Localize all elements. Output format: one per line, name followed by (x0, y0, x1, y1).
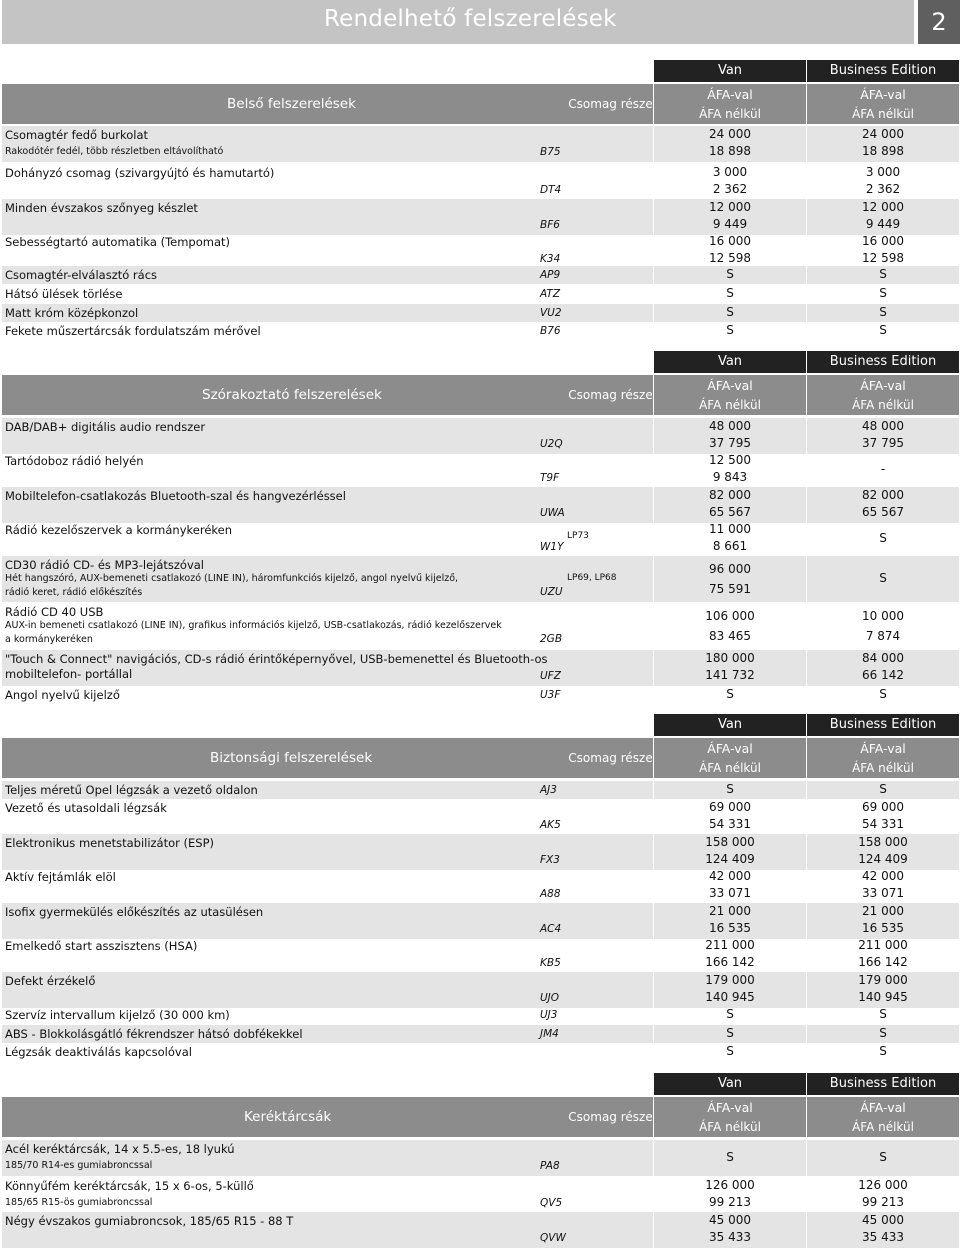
option-code: UFZ (540, 670, 561, 682)
item-description: 185/70 R14-es gumiabroncssal (5, 1160, 153, 1171)
price-v2: - (880, 462, 886, 476)
option-code: JM4 (540, 1028, 559, 1040)
option-code: AC4 (540, 923, 562, 935)
item-name: Teljes méretű Opel légzsák a vezető oldalon (5, 783, 258, 797)
price-v1: S (726, 1007, 734, 1021)
item-name: Rádió kezelőszervek a kormánykeréken (5, 523, 233, 537)
price-v1-net: 99 213 (709, 1195, 751, 1209)
section-title: Szórakoztató felszerelések (202, 387, 382, 403)
price-v2-net: 7 874 (865, 629, 901, 643)
price-v1-net: 33 071 (709, 886, 751, 900)
table-row (2, 799, 959, 835)
header-afa-val: ÁFA-val (860, 1100, 906, 1115)
price-v1-net: 65 567 (709, 505, 751, 519)
price-v1-gross: 126 000 (705, 1178, 755, 1192)
price-v1-gross: 211 000 (705, 938, 755, 952)
section-title: Keréktárcsák (244, 1109, 332, 1125)
option-code: B75 (540, 146, 561, 158)
price-v2: S (879, 531, 887, 545)
price-v2-gross: 16 000 (862, 234, 904, 248)
option-code: AK5 (540, 819, 561, 831)
option-code: UJ3 (540, 1009, 558, 1021)
table-row (2, 1177, 959, 1213)
item-name: Matt króm középkonzol (5, 306, 139, 320)
item-description: AUX-in bemeneti csatlakozó (LINE IN), grafikus információs kijelző, USB-csatlakozás, rádió kezelőszervek (5, 620, 502, 631)
item-name: Defekt érzékelő (5, 974, 96, 988)
section-header-band (2, 84, 959, 124)
price-v2-gross: 158 000 (858, 835, 908, 849)
table-row (2, 1006, 959, 1024)
price-v1: S (726, 267, 734, 281)
option-code: 2GB (540, 633, 563, 645)
table-row (2, 199, 959, 235)
table-row (2, 937, 959, 973)
table-row (2, 868, 959, 904)
price-v1-net: 9 449 (712, 217, 748, 231)
header-afa-nelkul: ÁFA nélkül (699, 107, 761, 121)
section-header-band (2, 375, 959, 415)
table-row (2, 686, 959, 704)
header-afa-nelkul: ÁFA nélkül (852, 107, 914, 121)
item-description: Hét hangszóró, AUX-bemeneti csatlakozó (LINE IN), háromfunkciós kijelző, angol nyelvű kijelző, (5, 573, 459, 584)
column-header-business-edition: Business Edition (807, 60, 959, 82)
price-v2-gross: 69 000 (862, 800, 904, 814)
table-row (2, 487, 959, 523)
price-v1-gross: 48 000 (709, 419, 751, 433)
item-name: Aktív fejtámlák elöl (5, 870, 116, 884)
price-v2-gross: 82 000 (862, 488, 904, 502)
price-v2: S (879, 687, 887, 701)
option-code: AJ3 (540, 784, 557, 796)
price-v2-gross: 21 000 (862, 904, 904, 918)
table-row (2, 1043, 959, 1061)
page-header (0, 0, 960, 46)
item-name: CD30 rádió CD- és MP3-lejátszóval (5, 558, 205, 572)
table-row (2, 1212, 959, 1248)
column-header-business-edition: Business Edition (807, 1073, 959, 1095)
item-name: Tartódoboz rádió helyén (5, 454, 144, 468)
option-code: A88 (540, 888, 561, 900)
item-description: 185/65 R15-ös gumiabroncssal (5, 1197, 153, 1208)
table-row (2, 972, 959, 1008)
price-v1-gross: 106 000 (705, 609, 755, 623)
price-v2: S (879, 267, 887, 281)
table-row (2, 126, 959, 162)
option-code: U2Q (540, 438, 563, 450)
column-header-van: Van (654, 60, 806, 82)
price-v2-gross: 45 000 (862, 1213, 904, 1227)
column-header-van: Van (654, 714, 806, 736)
table-row (2, 1140, 959, 1176)
price-v2-net: 66 142 (862, 668, 904, 682)
header-afa-val: ÁFA-val (707, 1100, 753, 1115)
header-afa-val: ÁFA-val (707, 87, 753, 102)
price-v2-gross: 211 000 (858, 938, 908, 952)
price-v1-net: 16 535 (709, 921, 751, 935)
option-code: K34 (540, 253, 561, 265)
option-code: UZU (540, 586, 563, 598)
option-code: KB5 (540, 957, 561, 969)
item-name: Légzsák deaktiválás kapcsolóval (5, 1045, 192, 1059)
price-v2: S (879, 1007, 887, 1021)
item-name: Elektronikus menetstabilizátor (ESP) (5, 836, 215, 850)
table-row (2, 452, 959, 488)
price-v2-gross: 84 000 (862, 651, 904, 665)
option-code: ATZ (540, 288, 561, 300)
table-row (2, 603, 959, 649)
price-v2-gross: 10 000 (862, 609, 904, 623)
price-v1-gross: 69 000 (709, 800, 751, 814)
price-v1: S (726, 782, 734, 796)
table-row (2, 304, 959, 322)
price-v2-net: 65 567 (862, 505, 904, 519)
option-code: QV5 (540, 1197, 563, 1209)
table-row (2, 521, 959, 557)
price-v1-gross: 180 000 (705, 651, 755, 665)
item-name: Minden évszakos szőnyeg készlet (5, 201, 198, 215)
item-name-cont: mobiltelefon- portállal (5, 667, 133, 681)
price-v2-net: 166 142 (858, 955, 908, 969)
option-code: UJO (540, 992, 560, 1004)
price-v1-gross: 82 000 (709, 488, 751, 502)
price-v2-net: 124 409 (858, 852, 908, 866)
table-row (2, 418, 959, 454)
price-v2: S (879, 305, 887, 319)
price-v1-net: 124 409 (705, 852, 755, 866)
price-v1: S (726, 687, 734, 701)
header-afa-val: ÁFA-val (860, 87, 906, 102)
item-name: Könnyűfém keréktárcsák, 15 x 6-os, 5-küllő (5, 1179, 254, 1193)
column-header-csomag: Csomag része (568, 97, 653, 111)
item-name: Sebességtartó automatika (Tempomat) (5, 235, 231, 249)
price-v1-gross: 21 000 (709, 904, 751, 918)
table-row (2, 322, 959, 340)
price-v1-gross: 45 000 (709, 1213, 751, 1227)
item-description-cont: rádió keret, rádió előkészítés (5, 587, 143, 598)
price-v1: S (726, 305, 734, 319)
table-row (2, 834, 959, 870)
header-afa-nelkul: ÁFA nélkül (699, 1120, 761, 1134)
table-row (2, 903, 959, 939)
price-v2: S (879, 782, 887, 796)
price-v2: S (879, 1150, 887, 1164)
header-afa-val: ÁFA-val (707, 741, 753, 756)
price-v2-gross: 42 000 (862, 869, 904, 883)
price-v1: S (726, 1044, 734, 1058)
price-v2-net: 37 795 (862, 436, 904, 450)
price-v2-net: 140 945 (858, 990, 908, 1004)
section-header-band (2, 738, 959, 778)
price-v1: S (726, 1150, 734, 1164)
column-header-business-edition: Business Edition (807, 714, 959, 736)
header-afa-val: ÁFA-val (707, 378, 753, 393)
price-v2-gross: 179 000 (858, 973, 908, 987)
header-afa-val: ÁFA-val (860, 741, 906, 756)
price-v1-gross: 16 000 (709, 234, 751, 248)
section-title: Belső felszerelések (227, 96, 356, 112)
page-title: Rendelhető felszerelések (324, 6, 617, 32)
column-header-csomag: Csomag része (568, 751, 653, 765)
header-afa-nelkul: ÁFA nélkül (699, 761, 761, 775)
price-v1-gross: 158 000 (705, 835, 755, 849)
price-v1-net: 9 843 (712, 470, 748, 484)
item-name: Szervíz intervallum kijelző (30 000 km) (5, 1008, 230, 1022)
header-afa-nelkul: ÁFA nélkül (699, 398, 761, 412)
table-row (2, 285, 959, 303)
item-name: Dohányzó csomag (szivargyújtó és hamutartó) (5, 166, 275, 180)
table-row (2, 233, 959, 269)
table-row (2, 1025, 959, 1043)
item-name: DAB/DAB+ digitális audio rendszer (5, 420, 206, 434)
item-name: Angol nyelvű kijelző (5, 688, 120, 702)
option-code: AP9 (540, 269, 561, 281)
price-v1-net: 18 898 (709, 144, 751, 158)
price-v1-net: 12 598 (709, 251, 751, 265)
price-v1-gross: 12 500 (709, 453, 751, 467)
price-v2-net: 2 362 (865, 182, 901, 196)
item-name: Fekete műszertárcsák fordulatszám mérővel (5, 324, 261, 338)
price-v1-gross: 12 000 (709, 200, 751, 214)
table-row (2, 266, 959, 284)
price-v1-net: 141 732 (705, 668, 755, 682)
price-v1: S (726, 286, 734, 300)
item-name: Emelkedő start asszisztens (HSA) (5, 939, 198, 953)
option-code: VU2 (540, 307, 562, 319)
header-afa-nelkul: ÁFA nélkül (852, 398, 914, 412)
price-v2: S (879, 571, 887, 585)
item-name: Isofix gyermekülés előkészítés az utasülésen (5, 905, 264, 919)
package-code: LP69, LP68 (567, 573, 617, 583)
table-row (2, 556, 959, 602)
column-header-van: Van (654, 1073, 806, 1095)
price-v1-gross: 96 000 (709, 562, 751, 576)
option-code: B76 (540, 325, 561, 337)
header-afa-val: ÁFA-val (860, 378, 906, 393)
item-name: Csomagtér fedő burkolat (5, 128, 149, 142)
price-v2-net: 12 598 (862, 251, 904, 265)
price-v1-net: 166 142 (705, 955, 755, 969)
option-code: BF6 (540, 219, 560, 231)
price-v1-gross: 3 000 (712, 165, 748, 179)
price-v2-gross: 3 000 (865, 165, 901, 179)
price-v1-gross: 179 000 (705, 973, 755, 987)
column-header-csomag: Csomag része (568, 1110, 653, 1124)
item-name: Csomagtér-elválasztó rács (5, 268, 158, 282)
price-v1-net: 83 465 (709, 629, 751, 643)
option-code: T9F (540, 472, 560, 484)
option-code: FX3 (540, 854, 560, 866)
price-v1-net: 75 591 (709, 582, 751, 596)
column-header-business-edition: Business Edition (807, 351, 959, 373)
page-number: 2 (918, 0, 960, 44)
price-v2: S (879, 1044, 887, 1058)
item-name: Rádió CD 40 USB (5, 605, 104, 619)
price-v1-net: 35 433 (709, 1230, 751, 1244)
price-v2: S (879, 323, 887, 337)
price-v2-net: 18 898 (862, 144, 904, 158)
header-afa-nelkul: ÁFA nélkül (852, 1120, 914, 1134)
price-v1-gross: 42 000 (709, 869, 751, 883)
table-row (2, 650, 959, 686)
section-title: Biztonsági felszerelések (210, 750, 373, 766)
item-name: ABS - Blokkolásgátló fékrendszer hátsó dobfékekkel (5, 1027, 303, 1041)
price-v2-net: 33 071 (862, 886, 904, 900)
price-v2-net: 9 449 (865, 217, 901, 231)
price-v2-net: 54 331 (862, 817, 904, 831)
item-description: Rakodótér fedél, több részletben eltávolítható (5, 146, 224, 157)
price-v1-gross: 24 000 (709, 127, 751, 141)
price-v1-gross: 11 000 (709, 522, 751, 536)
price-v1-net: 140 945 (705, 990, 755, 1004)
option-code: UWA (540, 507, 565, 519)
price-v2: S (879, 286, 887, 300)
price-v2-gross: 126 000 (858, 1178, 908, 1192)
column-header-csomag: Csomag része (568, 388, 653, 402)
price-v2-gross: 24 000 (862, 127, 904, 141)
price-v1-net: 8 661 (712, 539, 748, 553)
price-v2-gross: 48 000 (862, 419, 904, 433)
item-name: "Touch & Connect" navigációs, CD-s rádió érintőképernyővel, USB-bemenettel és Bluetooth-os (5, 652, 548, 666)
column-header-van: Van (654, 351, 806, 373)
price-v1-net: 2 362 (712, 182, 748, 196)
price-v2-net: 99 213 (862, 1195, 904, 1209)
item-name: Négy évszakos gumiabroncsok, 185/65 R15 - 88 T (5, 1214, 294, 1228)
item-name: Acél keréktárcsák, 14 x 5.5-es, 18 lyukú (5, 1142, 235, 1156)
table-row (2, 781, 959, 799)
option-code: PA8 (540, 1160, 560, 1172)
header-afa-nelkul: ÁFA nélkül (852, 761, 914, 775)
item-description-cont: a kormánykeréken (5, 634, 93, 645)
package-code: LP73 (567, 531, 589, 541)
price-v2: S (879, 1026, 887, 1040)
price-v1: S (726, 323, 734, 337)
item-name: Vezető és utasoldali légzsák (5, 801, 167, 815)
option-code: QVW (540, 1232, 566, 1244)
option-code: U3F (540, 689, 561, 701)
price-v1-net: 54 331 (709, 817, 751, 831)
item-name: Mobiltelefon-csatlakozás Bluetooth-szal és hangvezérléssel (5, 489, 346, 503)
price-v2-net: 16 535 (862, 921, 904, 935)
price-v1: S (726, 1026, 734, 1040)
price-v2-net: 35 433 (862, 1230, 904, 1244)
table-row (2, 164, 959, 200)
section-header-band (2, 1097, 959, 1137)
price-v1-net: 37 795 (709, 436, 751, 450)
item-name: Hátsó ülések törlése (5, 287, 123, 301)
option-code: W1Y (540, 541, 564, 553)
option-code: DT4 (540, 184, 562, 196)
price-v2-gross: 12 000 (862, 200, 904, 214)
